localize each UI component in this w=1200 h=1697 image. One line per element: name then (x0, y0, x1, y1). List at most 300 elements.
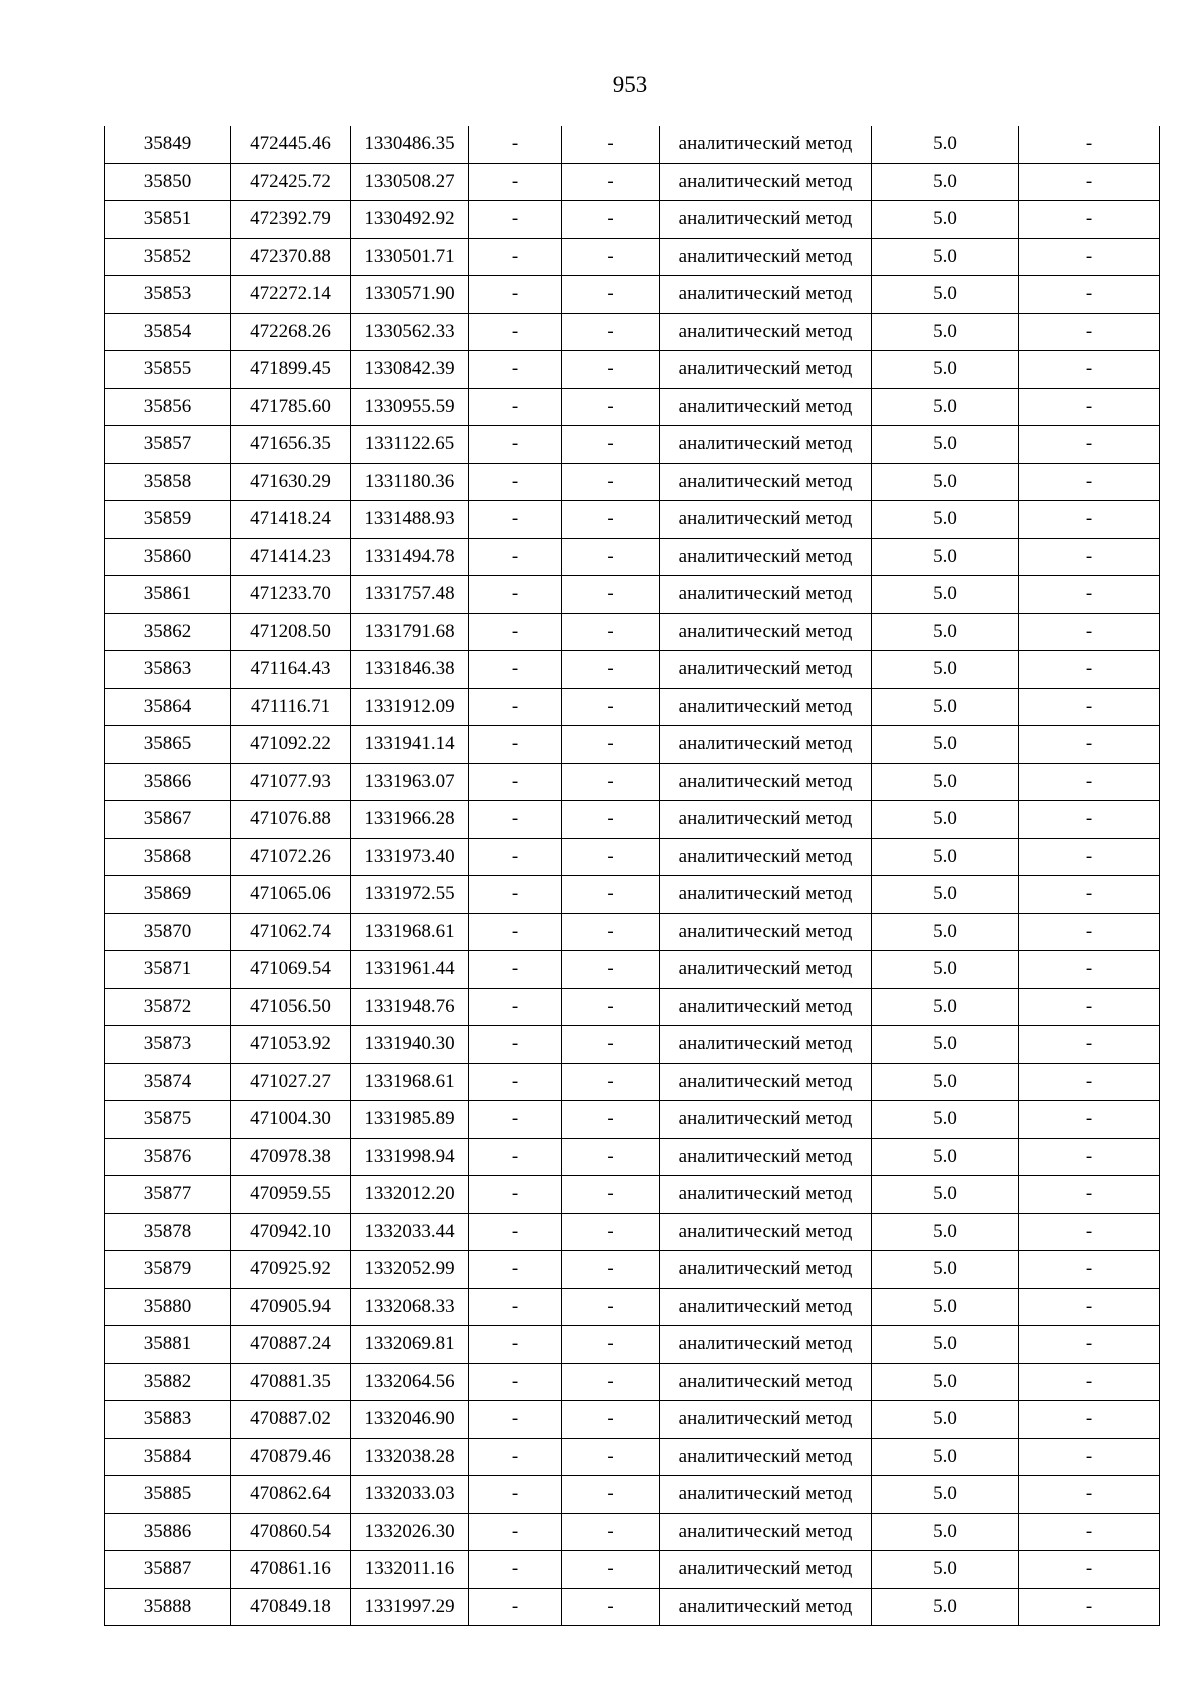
x-coordinate-cell: 472272.14 (231, 276, 351, 314)
table-row (105, 1551, 1160, 1589)
point-number-cell: 35862 (105, 613, 231, 651)
col5-cell: - (562, 763, 660, 801)
y-coordinate-cell: 1331791.68 (351, 613, 469, 651)
point-number-cell: 35871 (105, 951, 231, 989)
col8-cell: - (1019, 238, 1160, 276)
col8-cell: - (1019, 1101, 1160, 1139)
col8-cell: - (1019, 1438, 1160, 1476)
table-row (105, 1476, 1160, 1514)
y-coordinate-cell: 1331972.55 (351, 876, 469, 914)
method-cell: аналитический метод (660, 1101, 872, 1139)
x-coordinate-cell: 471077.93 (231, 763, 351, 801)
table-row (105, 1401, 1160, 1439)
col4-cell: - (469, 613, 562, 651)
col4-cell: - (469, 801, 562, 839)
table-row (105, 1026, 1160, 1064)
y-coordinate-cell: 1331757.48 (351, 576, 469, 614)
point-number-cell: 35875 (105, 1101, 231, 1139)
table-row (105, 801, 1160, 839)
col8-cell: - (1019, 1063, 1160, 1101)
x-coordinate-cell: 471164.43 (231, 651, 351, 689)
col5-cell: - (562, 1213, 660, 1251)
method-cell: аналитический метод (660, 1551, 872, 1589)
method-cell: аналитический метод (660, 276, 872, 314)
page-number: 953 (612, 72, 648, 97)
col8-cell: - (1019, 463, 1160, 501)
y-coordinate-cell: 1330955.59 (351, 388, 469, 426)
x-coordinate-cell: 471062.74 (231, 913, 351, 951)
precision-cell: 5.0 (872, 838, 1019, 876)
col4-cell: - (469, 1588, 562, 1626)
point-number-cell: 35870 (105, 913, 231, 951)
col8-cell: - (1019, 1288, 1160, 1326)
x-coordinate-cell: 472445.46 (231, 126, 351, 163)
method-cell: аналитический метод (660, 801, 872, 839)
table-row (105, 1438, 1160, 1476)
method-cell: аналитический метод (660, 126, 872, 163)
table-row (105, 126, 1160, 163)
col4-cell: - (469, 726, 562, 764)
table-row (105, 388, 1160, 426)
col5-cell: - (562, 801, 660, 839)
point-number-cell: 35883 (105, 1401, 231, 1439)
col5-cell: - (562, 1588, 660, 1626)
table-row (105, 201, 1160, 239)
col4-cell: - (469, 688, 562, 726)
col5-cell: - (562, 576, 660, 614)
table-row (105, 726, 1160, 764)
col4-cell: - (469, 651, 562, 689)
col5-cell: - (562, 726, 660, 764)
precision-cell: 5.0 (872, 426, 1019, 464)
table-row (105, 1176, 1160, 1214)
precision-cell: 5.0 (872, 388, 1019, 426)
table-row (105, 876, 1160, 914)
y-coordinate-cell: 1332068.33 (351, 1288, 469, 1326)
table-row (105, 1363, 1160, 1401)
col4-cell: - (469, 1176, 562, 1214)
precision-cell: 5.0 (872, 801, 1019, 839)
method-cell: аналитический метод (660, 1401, 872, 1439)
col4-cell: - (469, 276, 562, 314)
precision-cell: 5.0 (872, 463, 1019, 501)
y-coordinate-cell: 1332033.03 (351, 1476, 469, 1514)
point-number-cell: 35867 (105, 801, 231, 839)
x-coordinate-cell: 470959.55 (231, 1176, 351, 1214)
table-row (105, 763, 1160, 801)
precision-cell: 5.0 (872, 538, 1019, 576)
x-coordinate-cell: 471027.27 (231, 1063, 351, 1101)
col8-cell: - (1019, 313, 1160, 351)
col4-cell: - (469, 126, 562, 163)
col5-cell: - (562, 388, 660, 426)
col8-cell: - (1019, 988, 1160, 1026)
method-cell: аналитический метод (660, 1363, 872, 1401)
col8-cell: - (1019, 1513, 1160, 1551)
col5-cell: - (562, 276, 660, 314)
method-cell: аналитический метод (660, 1213, 872, 1251)
table-row (105, 501, 1160, 539)
col4-cell: - (469, 1288, 562, 1326)
table-row (105, 351, 1160, 389)
table-row (105, 463, 1160, 501)
col8-cell: - (1019, 1251, 1160, 1289)
col5-cell: - (562, 988, 660, 1026)
y-coordinate-cell: 1331963.07 (351, 763, 469, 801)
x-coordinate-cell: 471899.45 (231, 351, 351, 389)
point-number-cell: 35886 (105, 1513, 231, 1551)
precision-cell: 5.0 (872, 576, 1019, 614)
method-cell: аналитический метод (660, 1513, 872, 1551)
method-cell: аналитический метод (660, 763, 872, 801)
table-row (105, 613, 1160, 651)
col4-cell: - (469, 988, 562, 1026)
col5-cell: - (562, 1251, 660, 1289)
table-row (105, 538, 1160, 576)
col8-cell: - (1019, 388, 1160, 426)
col4-cell: - (469, 576, 562, 614)
point-number-cell: 35858 (105, 463, 231, 501)
y-coordinate-cell: 1331998.94 (351, 1138, 469, 1176)
col4-cell: - (469, 1251, 562, 1289)
y-coordinate-cell: 1331948.76 (351, 988, 469, 1026)
x-coordinate-cell: 471116.71 (231, 688, 351, 726)
x-coordinate-cell: 470849.18 (231, 1588, 351, 1626)
col4-cell: - (469, 163, 562, 201)
precision-cell: 5.0 (872, 1251, 1019, 1289)
method-cell: аналитический метод (660, 1251, 872, 1289)
col5-cell: - (562, 951, 660, 989)
col8-cell: - (1019, 876, 1160, 914)
y-coordinate-cell: 1332046.90 (351, 1401, 469, 1439)
y-coordinate-cell: 1332069.81 (351, 1326, 469, 1364)
table-row (105, 276, 1160, 314)
col4-cell: - (469, 351, 562, 389)
table-row (105, 238, 1160, 276)
y-coordinate-cell: 1331941.14 (351, 726, 469, 764)
col4-cell: - (469, 201, 562, 239)
precision-cell: 5.0 (872, 1138, 1019, 1176)
precision-cell: 5.0 (872, 201, 1019, 239)
y-coordinate-cell: 1330562.33 (351, 313, 469, 351)
method-cell: аналитический метод (660, 1288, 872, 1326)
table-row (105, 1513, 1160, 1551)
point-number-cell: 35856 (105, 388, 231, 426)
col5-cell: - (562, 313, 660, 351)
table-row (105, 1588, 1160, 1626)
col5-cell: - (562, 1438, 660, 1476)
table-row (105, 313, 1160, 351)
method-cell: аналитический метод (660, 388, 872, 426)
y-coordinate-cell: 1331968.61 (351, 1063, 469, 1101)
precision-cell: 5.0 (872, 1588, 1019, 1626)
point-number-cell: 35851 (105, 201, 231, 239)
point-number-cell: 35864 (105, 688, 231, 726)
col5-cell: - (562, 501, 660, 539)
y-coordinate-cell: 1330486.35 (351, 126, 469, 163)
col4-cell: - (469, 1513, 562, 1551)
x-coordinate-cell: 471656.35 (231, 426, 351, 464)
point-number-cell: 35863 (105, 651, 231, 689)
coordinates-table-body (105, 126, 1160, 1626)
point-number-cell: 35882 (105, 1363, 231, 1401)
col4-cell: - (469, 1363, 562, 1401)
method-cell: аналитический метод (660, 1326, 872, 1364)
point-number-cell: 35877 (105, 1176, 231, 1214)
precision-cell: 5.0 (872, 351, 1019, 389)
precision-cell: 5.0 (872, 613, 1019, 651)
x-coordinate-cell: 470862.64 (231, 1476, 351, 1514)
precision-cell: 5.0 (872, 1513, 1019, 1551)
col5-cell: - (562, 1363, 660, 1401)
col8-cell: - (1019, 1176, 1160, 1214)
col5-cell: - (562, 1101, 660, 1139)
col4-cell: - (469, 1026, 562, 1064)
method-cell: аналитический метод (660, 1063, 872, 1101)
precision-cell: 5.0 (872, 951, 1019, 989)
col5-cell: - (562, 688, 660, 726)
method-cell: аналитический метод (660, 951, 872, 989)
col4-cell: - (469, 1551, 562, 1589)
col8-cell: - (1019, 763, 1160, 801)
col8-cell: - (1019, 1363, 1160, 1401)
col8-cell: - (1019, 951, 1160, 989)
y-coordinate-cell: 1330842.39 (351, 351, 469, 389)
y-coordinate-cell: 1332064.56 (351, 1363, 469, 1401)
col8-cell: - (1019, 276, 1160, 314)
x-coordinate-cell: 470905.94 (231, 1288, 351, 1326)
table-row (105, 1138, 1160, 1176)
col8-cell: - (1019, 1326, 1160, 1364)
col5-cell: - (562, 238, 660, 276)
table-row (105, 1063, 1160, 1101)
x-coordinate-cell: 472392.79 (231, 201, 351, 239)
col5-cell: - (562, 538, 660, 576)
col5-cell: - (562, 1288, 660, 1326)
point-number-cell: 35874 (105, 1063, 231, 1101)
col5-cell: - (562, 1326, 660, 1364)
x-coordinate-cell: 470861.16 (231, 1551, 351, 1589)
point-number-cell: 35860 (105, 538, 231, 576)
method-cell: аналитический метод (660, 913, 872, 951)
col8-cell: - (1019, 801, 1160, 839)
point-number-cell: 35866 (105, 763, 231, 801)
precision-cell: 5.0 (872, 651, 1019, 689)
col4-cell: - (469, 1138, 562, 1176)
point-number-cell: 35887 (105, 1551, 231, 1589)
precision-cell: 5.0 (872, 238, 1019, 276)
col8-cell: - (1019, 1138, 1160, 1176)
method-cell: аналитический метод (660, 838, 872, 876)
col8-cell: - (1019, 613, 1160, 651)
method-cell: аналитический метод (660, 876, 872, 914)
col8-cell: - (1019, 201, 1160, 239)
method-cell: аналитический метод (660, 1176, 872, 1214)
point-number-cell: 35888 (105, 1588, 231, 1626)
table-row (105, 426, 1160, 464)
precision-cell: 5.0 (872, 988, 1019, 1026)
point-number-cell: 35876 (105, 1138, 231, 1176)
col5-cell: - (562, 351, 660, 389)
col4-cell: - (469, 1213, 562, 1251)
method-cell: аналитический метод (660, 426, 872, 464)
col8-cell: - (1019, 1588, 1160, 1626)
table-row (105, 1251, 1160, 1289)
method-cell: аналитический метод (660, 201, 872, 239)
method-cell: аналитический метод (660, 1438, 872, 1476)
table-row (105, 988, 1160, 1026)
point-number-cell: 35884 (105, 1438, 231, 1476)
point-number-cell: 35850 (105, 163, 231, 201)
col8-cell: - (1019, 1026, 1160, 1064)
y-coordinate-cell: 1331973.40 (351, 838, 469, 876)
col5-cell: - (562, 426, 660, 464)
precision-cell: 5.0 (872, 726, 1019, 764)
col5-cell: - (562, 876, 660, 914)
point-number-cell: 35878 (105, 1213, 231, 1251)
point-number-cell: 35849 (105, 126, 231, 163)
col5-cell: - (562, 1401, 660, 1439)
precision-cell: 5.0 (872, 1101, 1019, 1139)
x-coordinate-cell: 471092.22 (231, 726, 351, 764)
method-cell: аналитический метод (660, 688, 872, 726)
precision-cell: 5.0 (872, 1401, 1019, 1439)
table-row (105, 1213, 1160, 1251)
precision-cell: 5.0 (872, 688, 1019, 726)
point-number-cell: 35880 (105, 1288, 231, 1326)
col8-cell: - (1019, 501, 1160, 539)
y-coordinate-cell: 1331180.36 (351, 463, 469, 501)
x-coordinate-cell: 470887.24 (231, 1326, 351, 1364)
col5-cell: - (562, 838, 660, 876)
table-row (105, 951, 1160, 989)
col8-cell: - (1019, 913, 1160, 951)
col4-cell: - (469, 1326, 562, 1364)
col5-cell: - (562, 463, 660, 501)
precision-cell: 5.0 (872, 163, 1019, 201)
precision-cell: 5.0 (872, 1476, 1019, 1514)
y-coordinate-cell: 1332026.30 (351, 1513, 469, 1551)
table-row (105, 688, 1160, 726)
point-number-cell: 35854 (105, 313, 231, 351)
col8-cell: - (1019, 838, 1160, 876)
col8-cell: - (1019, 538, 1160, 576)
col4-cell: - (469, 1401, 562, 1439)
col8-cell: - (1019, 163, 1160, 201)
x-coordinate-cell: 472425.72 (231, 163, 351, 201)
col4-cell: - (469, 876, 562, 914)
col4-cell: - (469, 313, 562, 351)
y-coordinate-cell: 1331966.28 (351, 801, 469, 839)
x-coordinate-cell: 471418.24 (231, 501, 351, 539)
col5-cell: - (562, 1176, 660, 1214)
x-coordinate-cell: 472268.26 (231, 313, 351, 351)
col5-cell: - (562, 1551, 660, 1589)
x-coordinate-cell: 470925.92 (231, 1251, 351, 1289)
col4-cell: - (469, 1476, 562, 1514)
method-cell: аналитический метод (660, 501, 872, 539)
method-cell: аналитический метод (660, 538, 872, 576)
x-coordinate-cell: 471233.70 (231, 576, 351, 614)
point-number-cell: 35853 (105, 276, 231, 314)
y-coordinate-cell: 1331494.78 (351, 538, 469, 576)
precision-cell: 5.0 (872, 1026, 1019, 1064)
point-number-cell: 35872 (105, 988, 231, 1026)
x-coordinate-cell: 471053.92 (231, 1026, 351, 1064)
y-coordinate-cell: 1332033.44 (351, 1213, 469, 1251)
x-coordinate-cell: 471414.23 (231, 538, 351, 576)
table-row (105, 1101, 1160, 1139)
y-coordinate-cell: 1332012.20 (351, 1176, 469, 1214)
x-coordinate-cell: 470881.35 (231, 1363, 351, 1401)
y-coordinate-cell: 1331122.65 (351, 426, 469, 464)
col5-cell: - (562, 1026, 660, 1064)
x-coordinate-cell: 471056.50 (231, 988, 351, 1026)
precision-cell: 5.0 (872, 1363, 1019, 1401)
method-cell: аналитический метод (660, 313, 872, 351)
point-number-cell: 35881 (105, 1326, 231, 1364)
col8-cell: - (1019, 1476, 1160, 1514)
col4-cell: - (469, 1063, 562, 1101)
col5-cell: - (562, 1063, 660, 1101)
precision-cell: 5.0 (872, 276, 1019, 314)
method-cell: аналитический метод (660, 1588, 872, 1626)
x-coordinate-cell: 471004.30 (231, 1101, 351, 1139)
x-coordinate-cell: 471069.54 (231, 951, 351, 989)
precision-cell: 5.0 (872, 126, 1019, 163)
point-number-cell: 35859 (105, 501, 231, 539)
col8-cell: - (1019, 426, 1160, 464)
method-cell: аналитический метод (660, 1138, 872, 1176)
precision-cell: 5.0 (872, 763, 1019, 801)
col4-cell: - (469, 426, 562, 464)
method-cell: аналитический метод (660, 651, 872, 689)
col8-cell: - (1019, 726, 1160, 764)
y-coordinate-cell: 1332038.28 (351, 1438, 469, 1476)
method-cell: аналитический метод (660, 1476, 872, 1514)
method-cell: аналитический метод (660, 1026, 872, 1064)
col5-cell: - (562, 163, 660, 201)
method-cell: аналитический метод (660, 576, 872, 614)
col5-cell: - (562, 1138, 660, 1176)
method-cell: аналитический метод (660, 351, 872, 389)
precision-cell: 5.0 (872, 1176, 1019, 1214)
precision-cell: 5.0 (872, 1326, 1019, 1364)
col8-cell: - (1019, 1401, 1160, 1439)
col4-cell: - (469, 951, 562, 989)
table-row (105, 576, 1160, 614)
col4-cell: - (469, 838, 562, 876)
col8-cell: - (1019, 126, 1160, 163)
method-cell: аналитический метод (660, 463, 872, 501)
x-coordinate-cell: 471065.06 (231, 876, 351, 914)
precision-cell: 5.0 (872, 876, 1019, 914)
col5-cell: - (562, 651, 660, 689)
col5-cell: - (562, 201, 660, 239)
point-number-cell: 35852 (105, 238, 231, 276)
x-coordinate-cell: 471208.50 (231, 613, 351, 651)
x-coordinate-cell: 471785.60 (231, 388, 351, 426)
y-coordinate-cell: 1331968.61 (351, 913, 469, 951)
x-coordinate-cell: 472370.88 (231, 238, 351, 276)
point-number-cell: 35868 (105, 838, 231, 876)
col4-cell: - (469, 1101, 562, 1139)
table-row (105, 1326, 1160, 1364)
x-coordinate-cell: 471076.88 (231, 801, 351, 839)
precision-cell: 5.0 (872, 313, 1019, 351)
col8-cell: - (1019, 651, 1160, 689)
col8-cell: - (1019, 1551, 1160, 1589)
